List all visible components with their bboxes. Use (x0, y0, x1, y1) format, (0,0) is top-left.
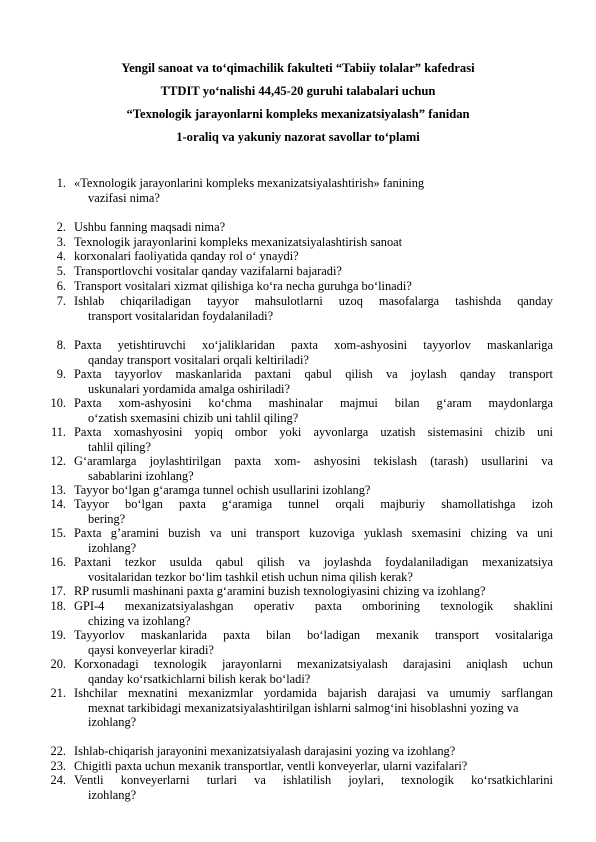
header-subject-line: “Texnologik jarayonlarni kompleks mexanizatsiyalash” fanidan (126, 107, 470, 121)
question-text-continued: chizing va izohlang? (88, 613, 191, 628)
question-number: 24. (50, 773, 66, 787)
question-text: Ishlab chiqariladigan tayyor mahsulotlarni uzoq masofalarga tashishda qanday (74, 294, 553, 308)
question-item (32, 773, 553, 802)
question-text: Texnologik jarayonlarini kompleks mexanizatsiyalashtirish sanoat (74, 235, 403, 249)
question-item (32, 657, 553, 686)
question-number: 18. (50, 599, 66, 613)
question-item (32, 526, 553, 555)
question-text-continued: izohlang? (88, 787, 137, 802)
question-item (32, 555, 553, 584)
question-number: 1. (56, 176, 66, 190)
question-text: Tayyor bo‘lgan g‘aramga tunnel ochish usullarini izohlang? (74, 483, 371, 497)
question-number: 19. (50, 628, 66, 642)
question-text-continued: transport vositalaridan foydalaniladi? (88, 308, 274, 323)
question-text-continued: o‘zatish sxemasini chizib uni tahlil qiling? (88, 410, 299, 425)
question-number: 9. (56, 367, 66, 381)
question-item (32, 220, 553, 235)
question-number: 11. (50, 425, 66, 439)
question-item (32, 686, 553, 730)
question-number: 7. (56, 294, 66, 308)
question-item (32, 599, 553, 628)
question-text: Ishlab-chiqarish jarayonini mexanizatsiyalash darajasini yozing va izohlang? (74, 744, 456, 758)
question-number: 21. (50, 686, 66, 700)
question-number: 22. (50, 744, 66, 758)
header-group-line: TTDIT yo‘nalishi 44,45-20 guruhi talabalari uchun (160, 84, 436, 98)
question-text: korxonalari faoliyatida qanday rol o‘ ynaydi? (74, 249, 299, 263)
question-text: Korxonadagi texnologik jarayonlarni mexanizatsiyalash darajasini aniqlash uchun (74, 657, 553, 671)
question-text: Transportlovchi vositalar qanday vazifalarni bajaradi? (74, 264, 342, 278)
question-item (32, 744, 553, 759)
question-text: Tayyor bo‘lgan paxta g‘aramiga tunnel orqali majburiy shamollatishga izoh (74, 497, 553, 511)
header-title-line: 1-oraliq va yakuniy nazorat savollar to‘plami (176, 130, 420, 144)
question-text-continued: vositalaridan tezkor bo‘lim tashkil etish uchun nima qilish kerak? (88, 569, 413, 584)
question-item (32, 176, 553, 205)
question-text: Paxtani tezkor usulda qabul qilish va joylashda foydalaniladigan mexanizatsiya (74, 555, 553, 569)
question-text-continued: qanday transport vositalari orqali keltiriladi? (88, 352, 309, 367)
question-number: 14. (50, 497, 66, 511)
question-text-continued: vazifasi nima? (88, 190, 160, 205)
question-item (32, 279, 553, 294)
question-item (32, 235, 553, 250)
question-number: 16. (50, 555, 66, 569)
question-item (32, 425, 553, 454)
question-text-continued: qanday ko‘rsatkichlarni bilish kerak bo‘ladi? (88, 671, 311, 686)
question-item (32, 249, 553, 264)
question-text: G‘aramlarga joylashtirilgan paxta xom- ashyosini tekislash (tarash) usullarini va (74, 454, 553, 468)
question-item (32, 628, 553, 657)
question-text: Ventli konveyerlarni turlari va ishlatilish joylari, texnologik ko‘rsatkichlarini (74, 773, 553, 787)
question-item (32, 483, 553, 498)
question-text-continued: tahlil qiling? (88, 439, 151, 454)
header-faculty-line: Yengil sanoat va to‘qimachilik fakulteti “Tabiiy tolalar” kafedrasi (121, 61, 475, 75)
question-number: 15. (50, 526, 66, 540)
question-text: Paxta tayyorlov maskanlarida paxtani qabul qilish va joylash qanday transport (74, 367, 553, 381)
question-number: 10. (50, 396, 66, 410)
question-text: Chigitli paxta uchun mexanik transportlar, ventli konveyerlar, ularni vazifalari? (74, 759, 468, 773)
question-item (32, 584, 553, 599)
question-text: «Texnologik jarayonlarini kompleks mexanizatsiyalashtirish» fanining (74, 176, 425, 190)
question-text-continued: bering? (88, 511, 126, 526)
question-text-continued: uskunalari yordamida amalga oshiriladi? (88, 381, 290, 396)
question-number: 3. (56, 235, 66, 249)
question-item (32, 294, 553, 323)
question-item (32, 367, 553, 396)
question-text: Paxta yetishtiruvchi xo‘jaliklaridan paxta xom-ashyosini tayyorlov maskanlariga (74, 338, 553, 352)
question-text: GPI-4 mexanizatsiyalashgan operativ paxta omborining texnologik shaklini (74, 599, 553, 613)
question-number: 13. (50, 483, 66, 497)
question-number: 6. (56, 279, 66, 293)
question-text: Paxta xomashyosini yopiq ombor yoki ayvonlarga uzatish sistemasini chizib uni (74, 425, 553, 439)
question-item (32, 759, 553, 774)
question-number: 20. (50, 657, 66, 671)
question-text: Transport vositalari xizmat qilishiga ko‘ra necha guruhga bo‘linadi? (74, 279, 412, 293)
question-item (32, 338, 553, 367)
question-text-continued: qaysi konveyerlar kiradi? (88, 642, 214, 657)
question-text: Ushbu fanning maqsadi nima? (74, 220, 226, 234)
question-item (32, 264, 553, 279)
question-item (32, 497, 553, 526)
question-number: 12. (50, 454, 66, 468)
question-number: 8. (56, 338, 66, 352)
question-number: 23. (50, 759, 66, 773)
question-item (32, 454, 553, 483)
question-text: Tayyorlov maskanlarida paxta bilan bo‘ladigan mexanik transport vositalariga (74, 628, 553, 642)
document-header (0, 57, 596, 149)
question-text-continued: sabablarini izohlang? (88, 468, 194, 483)
question-number: 2. (56, 220, 66, 234)
question-text: Paxta xom-ashyosini ko‘chma mashinalar majmui bilan g‘aram maydonlarga (74, 396, 553, 410)
question-item (32, 396, 553, 425)
question-text-continued: mexnat tarkibidagi mexanizatsiyalashtirilgan ishlarni salmog‘ini hisoblashni yozing va izohlang? (88, 700, 519, 730)
question-text: Paxta g’aramini buzish va uni transport kuzoviga yuklash sxemasini chizing va uni (74, 526, 553, 540)
question-text: Ishchilar mexnatini mexanizmlar yordamida bajarish darajasi va umumiy sarflangan (74, 686, 553, 700)
question-text: RP rusumli mashinani paxta g‘aramini buzish texnologiyasini chizing va izohlang? (74, 584, 486, 598)
question-text-continued: izohlang? (88, 540, 137, 555)
question-number: 4. (56, 249, 66, 263)
question-number: 17. (50, 584, 66, 598)
question-number: 5. (56, 264, 66, 278)
